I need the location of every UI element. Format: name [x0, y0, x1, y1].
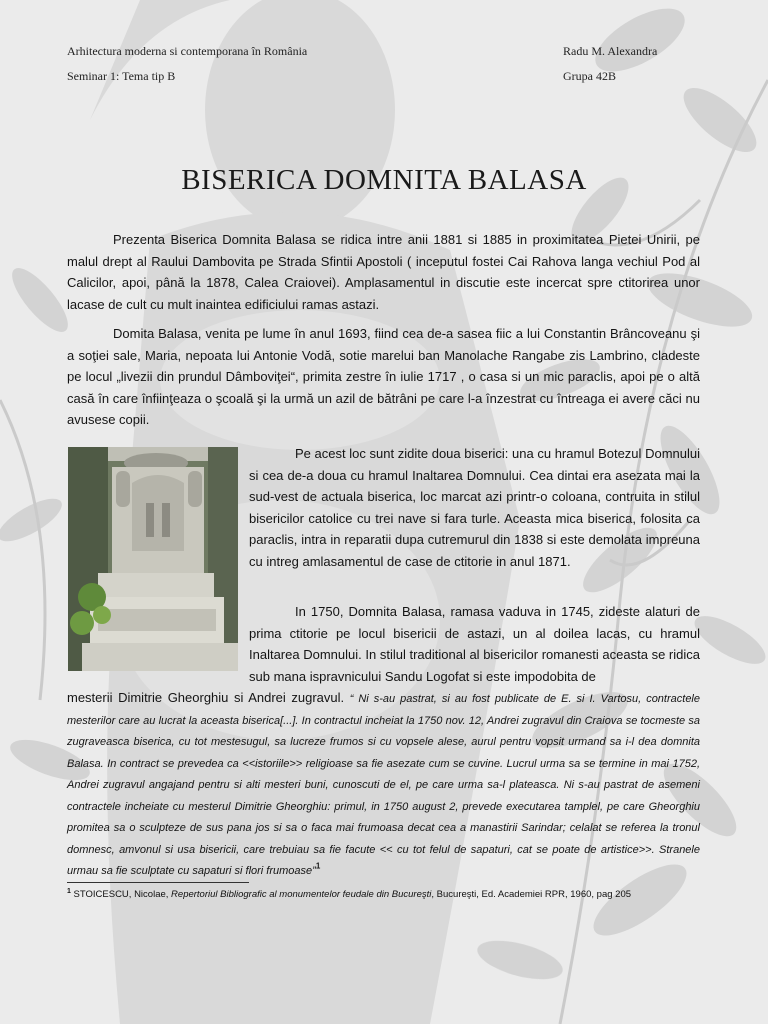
course-title: Arhitectura moderna si contemporana în România [67, 44, 308, 58]
paragraph-4-lead: mesterii Dimitrie Gheorghiu si Andrei zugravul. [67, 690, 350, 705]
seminar-label: Seminar 1: Tema tip B [67, 69, 176, 83]
quoted-contract-text: “ Ni s-au pastrat, si au fost publicate de E. si I. Vartosu, contractele mesterilor care au lucrat la aceasta biserica[...]. In contractul incheiat la 1750 nov. 12, Andrei zugravul din Craiova se tocmeste sa zugraveasca biserica, cu tot mestesugul, sa lucreze frumos si cu vopsele alese, aurul pentru vopsit urmand sa i-l dea domnita Balasa. In contract se prevedea ca <<istoriile>> religioase sa fie asezate cum se cuvine. Lucrul urma sa se termine in mai 1752, Andrei zugravul angajand pentru si alti mesteri buni, cunoscuti de el, pe care urma sa-l plateasca. Ni s-au pastrat de asemeni contractele incheiate cu mesterul Dimitrie Gheorghiu: primul, in 1750 august 2, prevede executarea tamplel, pe care Gheorghiu promitea sa o sculpteze de sus pana jos si sa o faca mai frumoasa decat cea a manastirii Sarindar; celalat se referea la tronul domnesc, amvonul si usa bisericii, care trebuiau sa fie facute << cu tot felul de sapaturi, cat se poate de artistice>>. Stranele urmau sa fie sculptate cu sapaturi si flori frumoase” [67, 693, 700, 877]
page-title: BISERICA DOMNITA BALASA [181, 164, 587, 196]
paragraph-4-intro: In 1750, Domnita Balasa, ramasa vaduva in 1745, zideste alaturi de prima ctitorie pe locul bisericii de astazi, un al doilea lacas, cu hramul Inaltarea Domnului. In stilul traditional al bisericilor romanesti aceasta se ridica sub mana ispravnicului Sandu Logofat si este impodobita de [249, 604, 700, 684]
footnote-publication: , Bucureşti, Ed. Academiei RPR, 1960, pag 205 [431, 889, 632, 900]
paragraph-3: Pe acest loc sunt zidite doua biserici: una cu hramul Botezul Domnului si cea de-a doua cu hramul Inaltarea Domnului. Cea dintai era asezata mai la sud-vest de actuala biserica, loc marcat azi printr-o coloana, contruita in stilul bisericilor catolice cu trei nave si fara turle. Aceasta mica biserica, folosita ca paraclis, intra in reparatii dupa cutremurul din 1838 si este demolata impreuna cu intreg amlasamentul de case de ctitorie in anul 1871. [249, 446, 700, 569]
footnote-author: STOICESCU, Nicolae, [70, 889, 172, 900]
footnote-reference[interactable]: 1 [315, 861, 321, 871]
footnote-work-title: Repertoriul Bibliografic al monumentelor feudale din Bucureşti [171, 889, 432, 900]
group-label: Grupa 42B [563, 69, 616, 83]
paragraph-2: Domita Balasa, venita pe lume în anul 1693, fiind cea de-a sasea fiic a lui Constantin Brâncoveanu şi a soţiei sale, Maria, nepoata lui Antonie Vodă, sotie marelui ban Manolache Rangabe zis Lambrino, cladeste pe locul „livezii din prundul Dâmboviţei“, primita zestre în iulie 1717 , o casa si un mic paraclis, apoi pe o altă casă în care înfiinţeaza o şcoală şi la urmă un azil de bătrâni pe care l-a înzestrat cu întreaga ei avere căci nu avusese copii. [67, 326, 700, 427]
footnote [67, 888, 707, 902]
paragraph-4-quote [67, 687, 700, 881]
paragraph-1: Prezenta Biserica Domnita Balasa se ridica intre anii 1881 si 1885 in proximitatea Pietei Unirii, pe malul drept al Raului Dambovita pe Strada Sfintii Apostoli ( inceputul fostei Cai Rahova langa vechiul Pod al Calicilor, apoi, până la 1878, Calea Craiovei). Amplasamentul in discutie este incercat spre ctitorirea unor lacase de cult cu mult inaintea edificiului ramas astazi. [67, 232, 700, 312]
footnote-number: 1 [67, 887, 71, 895]
author-name: Radu M. Alexandra [563, 44, 658, 58]
monument-photo [68, 447, 238, 671]
footnote-separator [67, 882, 249, 883]
